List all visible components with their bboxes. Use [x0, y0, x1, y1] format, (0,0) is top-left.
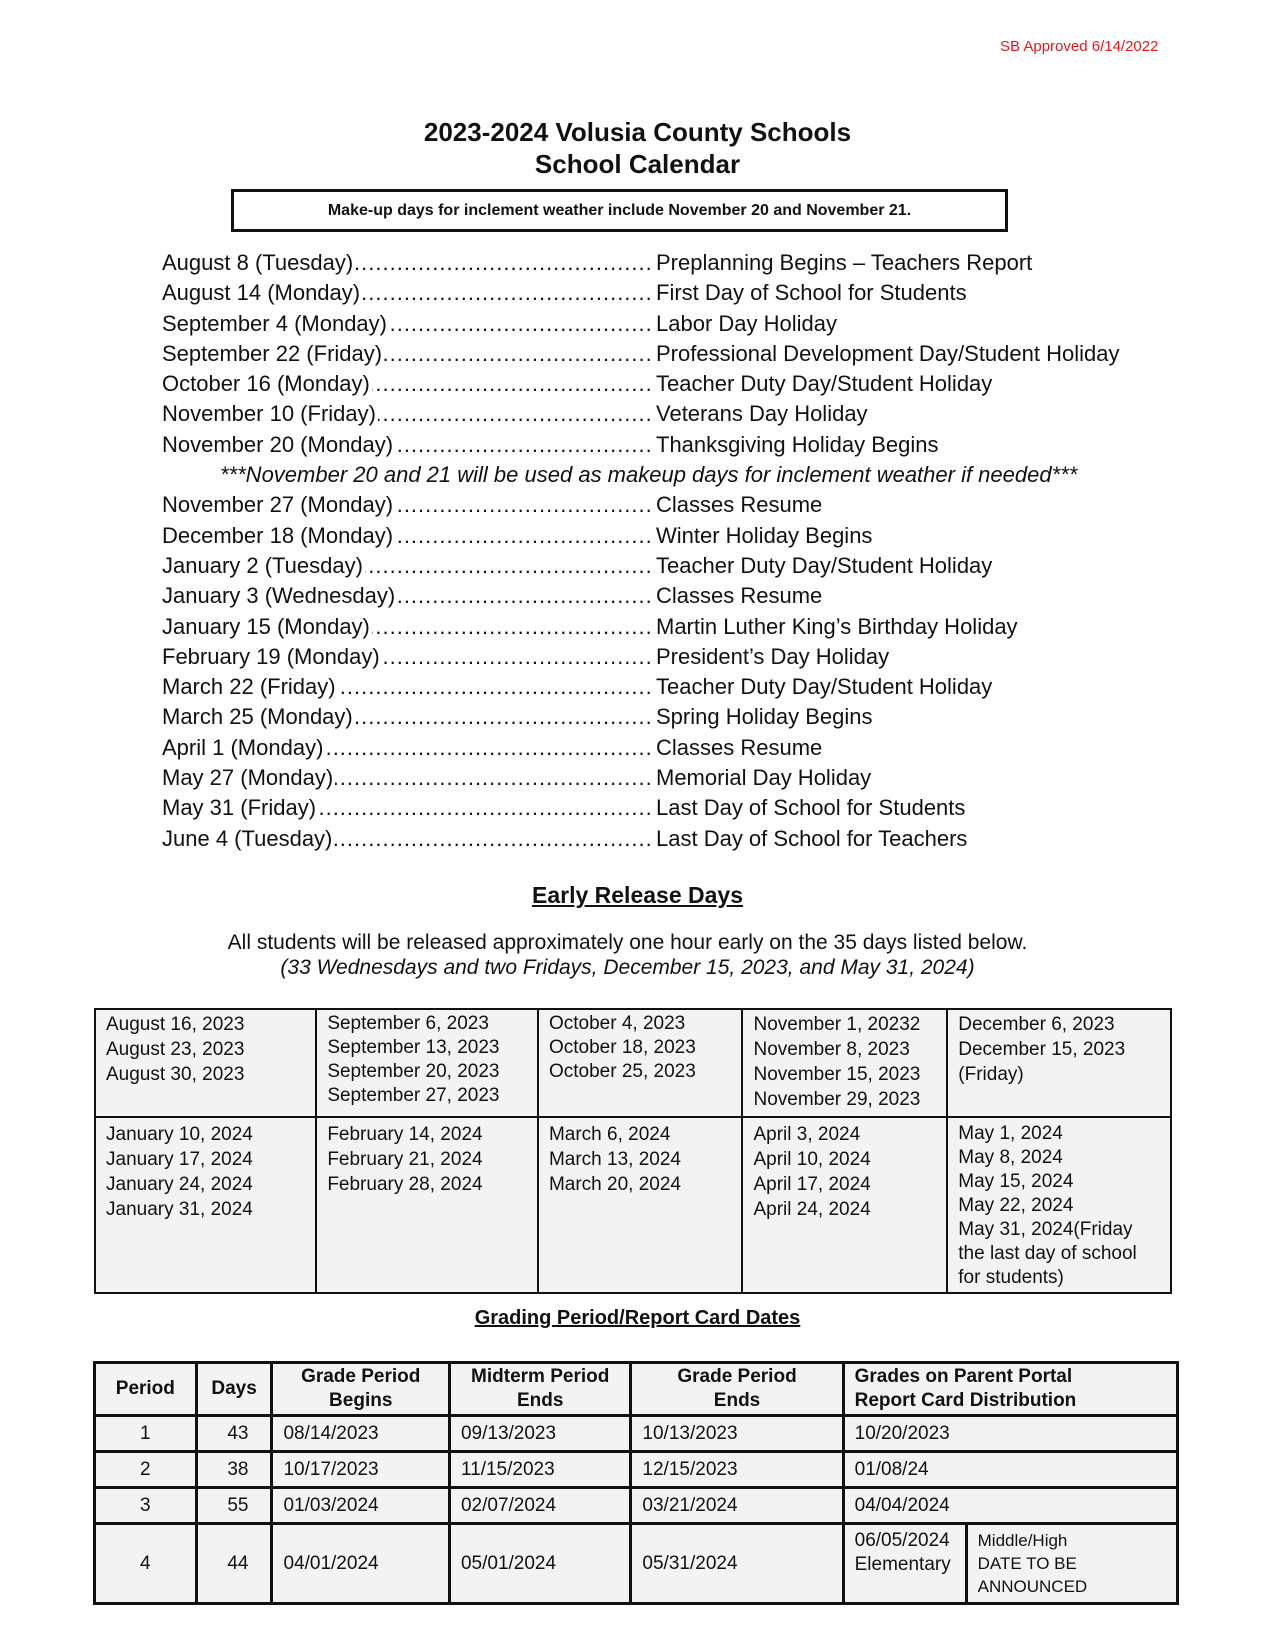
- begins-cell: 10/17/2023: [272, 1452, 449, 1488]
- event-row: [162, 672, 1142, 702]
- midterm-cell: 09/13/2023: [449, 1416, 630, 1452]
- early-release-subsummary: (33 Wednesdays and two Fridays, December 15, 2023, and May 31, 2024): [280, 956, 975, 979]
- grading-header-row: [95, 1363, 1178, 1416]
- event-row: [162, 399, 1142, 429]
- early-release-date: November 8, 2023: [753, 1039, 910, 1060]
- report-middle-high-label: Middle/High: [977, 1531, 1068, 1550]
- event-description: Teacher Duty Day/Student Holiday: [656, 371, 993, 397]
- report-elementary-label: Elementary: [854, 1554, 951, 1575]
- early-release-date: August 30, 2023: [106, 1064, 245, 1085]
- event-date: October 16 (Monday): [162, 371, 370, 397]
- header-text: Days: [211, 1378, 257, 1399]
- midterm-cell: 05/01/2024: [449, 1524, 630, 1604]
- ends-cell: 12/15/2023: [631, 1452, 843, 1488]
- event-description: Classes Resume: [656, 583, 823, 609]
- early-release-cell-september: [316, 1009, 538, 1117]
- report-elementary-date: 06/05/2024: [854, 1530, 950, 1551]
- report-cell: 10/20/2023: [843, 1416, 1177, 1452]
- title-line-2: School Calendar: [534, 149, 741, 179]
- early-release-date: May 15, 2024: [958, 1171, 1074, 1192]
- early-release-date: December 15, 2023: [958, 1039, 1126, 1060]
- early-release-date: May 31, 2024(Friday: [958, 1219, 1133, 1240]
- header-text: Begins: [329, 1390, 393, 1411]
- early-release-table: [94, 1008, 1172, 1294]
- event-date: May 31 (Friday): [162, 795, 317, 821]
- event-date: January 15 (Monday): [162, 613, 370, 639]
- grading-table: [93, 1361, 1179, 1605]
- early-release-date: November 15, 2023: [753, 1064, 921, 1085]
- period-cell: 1: [95, 1416, 197, 1452]
- event-row: [162, 733, 1142, 763]
- title-line-1: 2023-2024 Volusia County Schools: [423, 117, 852, 147]
- report-middle-high: [968, 1525, 1098, 1602]
- early-release-date: October 4, 2023: [548, 1013, 686, 1034]
- header-text: Grade Period: [301, 1366, 421, 1387]
- begins-cell: 04/01/2024: [272, 1524, 449, 1604]
- header-text: Ends: [713, 1390, 761, 1411]
- column-header-days: [196, 1363, 272, 1416]
- event-date: November 10 (Friday): [162, 401, 376, 427]
- event-row: [162, 702, 1142, 732]
- early-release-date: May 1, 2024: [958, 1123, 1063, 1144]
- early-release-note: the last day of school: [958, 1243, 1137, 1264]
- early-release-description: [0, 930, 1255, 980]
- header-text: Ends: [516, 1390, 564, 1411]
- grading-row: [95, 1416, 1178, 1452]
- early-release-date: September 13, 2023: [327, 1037, 500, 1058]
- column-header-report: [843, 1363, 1177, 1416]
- event-description: Labor Day Holiday: [656, 310, 837, 336]
- early-release-cell-march: [538, 1117, 743, 1293]
- header-text: Period: [115, 1378, 175, 1399]
- early-release-date: February 21, 2024: [327, 1149, 483, 1170]
- grading-row: [95, 1452, 1178, 1488]
- report-middle-high-status: DATE TO BE: [977, 1554, 1077, 1573]
- event-description: Preplanning Begins – Teachers Report: [656, 250, 1033, 275]
- header-text: Midterm Period: [471, 1366, 610, 1387]
- event-date: April 1 (Monday): [162, 734, 324, 760]
- event-description: Professional Development Day/Student Holiday: [656, 340, 1120, 366]
- early-release-date: September 27, 2023: [327, 1085, 500, 1106]
- event-description: Memorial Day Holiday: [656, 765, 872, 791]
- early-release-date: February 28, 2024: [327, 1174, 483, 1195]
- early-release-date: November 1, 20232: [753, 1014, 921, 1035]
- event-description: Last Day of School for Teachers: [656, 825, 968, 851]
- early-release-cell-april: [742, 1117, 947, 1293]
- event-row: [162, 309, 1142, 339]
- early-release-date: May 22, 2024: [958, 1195, 1074, 1216]
- event-date: August 8 (Tuesday): [162, 250, 354, 275]
- days-cell: 38: [196, 1452, 272, 1488]
- event-date: June 4 (Tuesday): [162, 825, 333, 851]
- report-middle-high-status: ANNOUNCED: [977, 1577, 1088, 1596]
- early-release-cell-february: [316, 1117, 538, 1293]
- event-row: [162, 248, 1142, 278]
- ends-cell: 03/21/2024: [631, 1488, 843, 1524]
- early-release-cell-december: [947, 1009, 1171, 1117]
- early-release-date: (Friday): [958, 1064, 1024, 1085]
- event-description: Teacher Duty Day/Student Holiday: [656, 552, 993, 578]
- event-row: [162, 824, 1142, 854]
- midterm-cell: 02/07/2024: [449, 1488, 630, 1524]
- event-row: [162, 612, 1142, 642]
- event-description: President’s Day Holiday: [656, 643, 890, 669]
- period-cell: 2: [95, 1452, 197, 1488]
- event-row: [162, 278, 1142, 308]
- event-row: [162, 521, 1142, 551]
- column-header-begins: [272, 1363, 449, 1416]
- begins-cell: 08/14/2023: [272, 1416, 449, 1452]
- makeup-days-note: ***November 20 and 21 will be used as makeup days for inclement weather if needed***: [220, 462, 1078, 488]
- early-release-row-spring: [95, 1117, 1171, 1293]
- header-text: Grades on Parent Portal: [854, 1366, 1073, 1387]
- early-release-cell-january: [95, 1117, 316, 1293]
- period-cell: 4: [95, 1524, 197, 1604]
- event-row: [162, 793, 1142, 823]
- event-date: September 4 (Monday): [162, 310, 387, 336]
- early-release-date: January 17, 2024: [106, 1149, 253, 1170]
- early-release-note: for students): [958, 1267, 1064, 1288]
- event-description: Teacher Duty Day/Student Holiday: [656, 674, 993, 700]
- event-description: First Day of School for Students: [656, 280, 967, 306]
- event-row: [162, 642, 1142, 672]
- event-date: January 2 (Tuesday): [162, 552, 363, 578]
- report-elementary: [845, 1525, 968, 1602]
- event-description: Classes Resume: [656, 734, 823, 760]
- event-description: Veterans Day Holiday: [656, 401, 868, 427]
- early-release-date: September 6, 2023: [327, 1013, 489, 1034]
- event-date: March 25 (Monday): [162, 704, 353, 730]
- event-date: January 3 (Wednesday): [162, 583, 396, 609]
- event-description: Classes Resume: [656, 492, 823, 518]
- early-release-date: December 6, 2023: [958, 1014, 1115, 1035]
- early-release-date: March 13, 2024: [548, 1149, 681, 1170]
- early-release-date: October 25, 2023: [548, 1061, 696, 1082]
- event-row: [162, 490, 1142, 520]
- report-cell-split: [843, 1524, 1177, 1604]
- event-row: [162, 369, 1142, 399]
- event-date: May 27 (Monday): [162, 765, 334, 791]
- early-release-date: August 23, 2023: [106, 1039, 245, 1060]
- early-release-date: March 6, 2024: [548, 1124, 671, 1145]
- event-description: Winter Holiday Begins: [656, 522, 873, 548]
- early-release-date: March 20, 2024: [548, 1174, 681, 1195]
- early-release-date: May 8, 2024: [958, 1147, 1063, 1168]
- early-release-date: April 17, 2024: [753, 1174, 871, 1195]
- ends-cell: 10/13/2023: [631, 1416, 843, 1452]
- event-date: August 14 (Monday): [162, 280, 361, 306]
- event-row: [162, 581, 1142, 611]
- report-cell: 04/04/2024: [843, 1488, 1177, 1524]
- early-release-summary: All students will be released approximately one hour early on the 35 days listed below.: [227, 931, 1028, 954]
- early-release-cell-august: [95, 1009, 316, 1117]
- days-cell: 55: [196, 1488, 272, 1524]
- event-description: Last Day of School for Students: [656, 795, 966, 821]
- early-release-date: January 31, 2024: [106, 1199, 253, 1220]
- event-date: November 20 (Monday): [162, 431, 394, 457]
- page-title: [0, 116, 1275, 180]
- approval-stamp: SB Approved 6/14/2022: [1000, 38, 1159, 55]
- early-release-date: April 10, 2024: [753, 1149, 871, 1170]
- early-release-heading: Early Release Days: [532, 882, 743, 908]
- early-release-cell-november: [742, 1009, 947, 1117]
- begins-cell: 01/03/2024: [272, 1488, 449, 1524]
- early-release-row-fall: [95, 1009, 1171, 1117]
- grading-heading: Grading Period/Report Card Dates: [474, 1307, 801, 1329]
- event-description: Thanksgiving Holiday Begins: [656, 431, 939, 457]
- event-row: [162, 763, 1142, 793]
- column-header-ends: [631, 1363, 843, 1416]
- grading-row: [95, 1524, 1178, 1604]
- days-cell: 43: [196, 1416, 272, 1452]
- early-release-cell-may: [947, 1117, 1171, 1293]
- early-release-date: February 14, 2024: [327, 1124, 483, 1145]
- grading-row: [95, 1488, 1178, 1524]
- column-header-midterm: [449, 1363, 630, 1416]
- midterm-cell: 11/15/2023: [449, 1452, 630, 1488]
- event-description: Martin Luther King’s Birthday Holiday: [656, 613, 1018, 639]
- early-release-date: November 29, 2023: [753, 1089, 921, 1110]
- header-text: Grade Period: [677, 1366, 797, 1387]
- early-release-date: October 18, 2023: [548, 1037, 696, 1058]
- early-release-cell-october: [538, 1009, 743, 1117]
- period-cell: 3: [95, 1488, 197, 1524]
- early-release-date: September 20, 2023: [327, 1061, 500, 1082]
- early-release-date: January 24, 2024: [106, 1174, 253, 1195]
- ends-cell: 05/31/2024: [631, 1524, 843, 1604]
- makeup-notice-text: Make-up days for inclement weather include November 20 and November 21.: [327, 201, 912, 219]
- column-header-period: [95, 1363, 197, 1416]
- key-dates-list: [162, 248, 1142, 854]
- days-cell: 44: [196, 1524, 272, 1604]
- event-date: February 19 (Monday): [162, 643, 380, 669]
- early-release-date: April 3, 2024: [753, 1124, 861, 1145]
- event-date: November 27 (Monday): [162, 492, 394, 518]
- early-release-date: April 24, 2024: [753, 1199, 871, 1220]
- event-date: September 22 (Friday): [162, 340, 383, 366]
- header-text: Report Card Distribution: [854, 1390, 1077, 1411]
- early-release-date: January 10, 2024: [106, 1124, 253, 1145]
- event-row: [162, 551, 1142, 581]
- event-date: March 22 (Friday): [162, 674, 336, 700]
- makeup-notice-box: [231, 189, 1008, 232]
- event-date: December 18 (Monday): [162, 522, 394, 548]
- early-release-date: August 16, 2023: [106, 1014, 245, 1035]
- event-row: [162, 430, 1142, 460]
- report-cell: 01/08/24: [843, 1452, 1177, 1488]
- event-description: Spring Holiday Begins: [656, 704, 873, 730]
- event-row: [162, 339, 1142, 369]
